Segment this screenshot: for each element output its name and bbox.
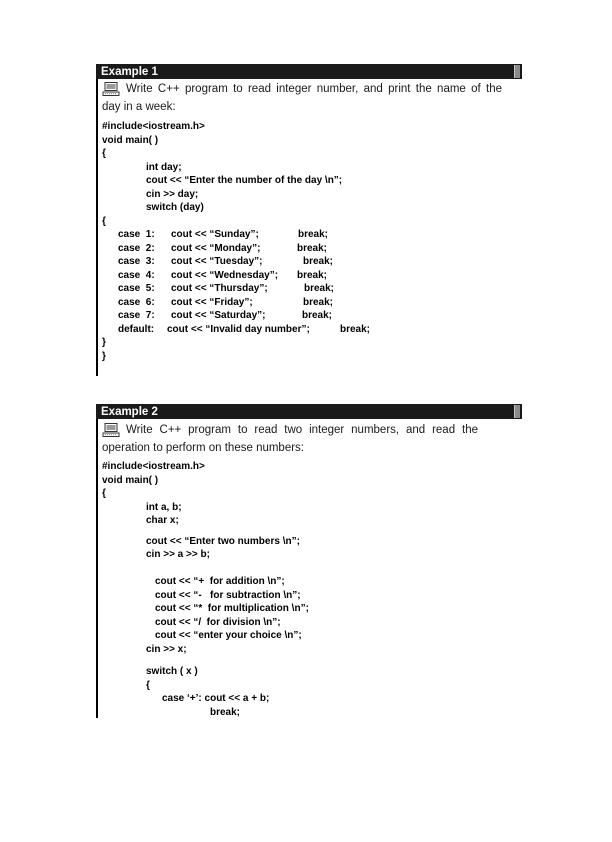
case-label: case 2:: [118, 242, 155, 254]
code-line-switch: switch ( x ): [146, 666, 198, 677]
example-2-task-line-2: operation to perform on these numbers:: [102, 442, 305, 454]
case-break: break;: [297, 242, 328, 254]
left-border: [96, 64, 98, 376]
case-stmt: cout << “Wednesday”;: [171, 269, 279, 281]
code-line-menu: cout << “* for multiplication \n”;: [155, 603, 309, 614]
example-1-task: [102, 80, 502, 116]
case-label: case 1:: [118, 229, 155, 240]
example-1-task-line-1: Write C++ program to read integer number, and print the name of the: [126, 83, 502, 95]
case-stmt: cout << “Friday”;: [171, 296, 253, 308]
computer-icon: [102, 82, 120, 96]
code-line-menu: cout << “+ for addition \n”;: [155, 576, 285, 587]
case-stmt: cout << “Tuesday”;: [171, 256, 263, 267]
case-break: break;: [303, 296, 334, 308]
example-2-code: [102, 460, 309, 757]
header-scroll-stub: [514, 405, 520, 418]
code-line-cin: cin >> day;: [146, 188, 199, 200]
case-label: case 5:: [118, 283, 155, 294]
code-line-decl: int day;: [146, 161, 182, 173]
code-line-open-brace: {: [102, 488, 106, 499]
case-break: break;: [304, 283, 335, 294]
code-line-case-plus-break: break;: [210, 706, 241, 718]
example-1-title: Example 1: [101, 66, 158, 78]
example-1-header: [96, 64, 522, 79]
case-stmt: cout << “Invalid day number”;: [167, 323, 310, 335]
example-1: [96, 64, 522, 376]
code-line-decl-1: int a, b;: [146, 502, 182, 513]
code-line-close-2: }: [102, 350, 106, 362]
case-break: break;: [298, 229, 329, 240]
code-line-include: #include<iostream.h>: [102, 461, 205, 472]
case-stmt: cout << “Saturday”;: [171, 310, 266, 321]
code-line-cin-x: cin >> x;: [146, 643, 187, 655]
case-label: case 3:: [118, 256, 155, 267]
example-2-task: [102, 421, 478, 457]
case-break: break;: [297, 269, 328, 281]
case-label: case 6:: [118, 296, 155, 308]
example-2-title: Example 2: [101, 406, 158, 418]
case-break: break;: [340, 323, 371, 335]
code-line-main: void main( ): [102, 474, 159, 486]
case-stmt: cout << “Monday”;: [171, 242, 261, 254]
code-line-switch: switch (day): [146, 202, 204, 213]
example-2: [96, 404, 522, 718]
code-line-menu: cout << “/ for division \n”;: [155, 616, 281, 628]
code-line-switch-open: {: [102, 215, 106, 227]
case-label: default:: [118, 323, 155, 335]
code-line-menu: cout << “- for subtraction \n”;: [155, 589, 301, 601]
example-2-task-line-1: Write C++ program to read two integer numbers, and read the: [126, 424, 478, 436]
code-line-close-1: }: [102, 337, 106, 348]
code-line-main: void main( ): [102, 134, 159, 146]
code-line-switch-open: {: [146, 679, 150, 691]
case-stmt: cout << “Thursday”;: [171, 283, 268, 294]
code-line-cin-ab: cin >> a >> b;: [146, 549, 210, 560]
case-stmt: cout << “Sunday”;: [171, 229, 259, 240]
code-line-case-plus: case ‘+’: cout << a + b;: [162, 693, 270, 704]
computer-icon: [102, 423, 120, 437]
example-1-task-line-2: day in a week:: [102, 101, 176, 113]
left-border: [96, 404, 98, 718]
case-label: case 7:: [118, 310, 155, 321]
case-break: break;: [303, 256, 334, 267]
code-line-include: #include<iostream.h>: [102, 121, 205, 132]
code-line-decl-2: char x;: [146, 515, 179, 526]
code-line-open-brace: {: [102, 148, 106, 159]
case-label: case 4:: [118, 269, 155, 281]
code-line-cout-prompt: cout << “Enter the number of the day \n”;: [146, 175, 343, 186]
example-2-header: [96, 404, 522, 419]
code-line-cout-prompt: cout << “Enter two numbers \n”;: [146, 536, 300, 547]
header-scroll-stub: [514, 65, 520, 78]
case-break: break;: [302, 310, 333, 321]
code-line-menu: cout << “enter your choice \n”;: [155, 630, 302, 641]
